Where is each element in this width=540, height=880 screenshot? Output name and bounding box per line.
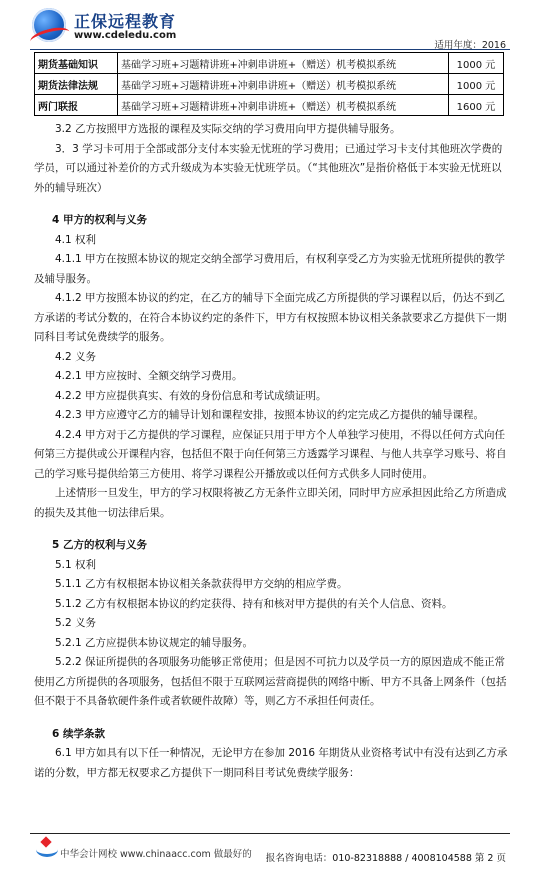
footer-brand: 中华会计网校 www.chinaacc.com 做最好的 <box>60 849 252 860</box>
paragraph: 5.2.2 保证所提供的各项服务功能够正常使用；但是因不可抗力以及学员一方的原因造成不能正常使用乙方所提供的各项服务，包括但不限于互联网运营商提供的网络中断、甲方不具备上网条件（包括但不限于不具备软硬件条件或者软硬件故障）等，则乙方不承担任何责任。 <box>34 656 507 707</box>
course-content: 基础学习班+习题精讲班+冲刺串讲班+（赠送）机考模拟系统 <box>118 53 449 74</box>
footer-logo-icon <box>36 842 58 857</box>
header-divider <box>30 49 510 50</box>
course-name: 期货法律法规 <box>35 74 118 95</box>
paragraph: 4.1.1 甲方在按照本协议的规定交纳全部学习费用后，有权利享受乙方为实验无忧班所提供的教学及辅导服务。 <box>34 253 506 285</box>
paragraph: 4.1.2 甲方按照本协议的约定，在乙方的辅导下全面完成乙方所提供的学习课程以后，仍达不到乙方承诺的考试分数的，在符合本协议约定的条件下，甲方有权按照本协议相关条款要求乙方提供下一期同科目考试免费续学的服务。 <box>34 292 507 343</box>
org-name: 正保远程教育 <box>74 12 177 31</box>
table-row <box>35 95 504 116</box>
paragraph: 5.1.2 乙方有权根据本协议的约定获得、持有和核对甲方提供的有关个人信息、资料。 <box>55 597 453 610</box>
paragraph: 4.2.4 甲方对于乙方提供的学习课程，应保证只用于甲方个人单独学习使用，不得以任何方式向任何第三方提供或公开课程内容，包括但不限于向任何第三方透露学习课程、与他人共享学习账号、将自己的学习账号提供给第三方使用、将学习课程公开播放或以任何方式供多人同时使用。 <box>34 428 507 480</box>
subsection-heading: 5.2 义务 <box>55 617 97 629</box>
agreement-body <box>34 120 508 783</box>
paragraph: 5.1.1 乙方有权根据本协议相关条款获得甲方交纳的相应学费。 <box>55 578 348 590</box>
paragraph: 4.2.1 甲方应按时、全额交纳学习费用。 <box>55 370 243 382</box>
paragraph: 3．3 学习卡可用于全部或部分支付本实验无忧班的学习费用；已通过学习卡支付其他班次学费的学员，可以通过补差价的方式升级成为本实验无忧班学员。（“其他班次”是指价格低于本实验无忧班以外的辅导班次） <box>34 142 503 194</box>
price-table <box>34 52 504 116</box>
year-label: 适用年度：2016 <box>434 40 506 51</box>
footer-contact: 报名咨询电话：010-82318888 / 4008104588 第 2 页 <box>265 853 506 864</box>
course-content: 基础学习班+习题精讲班+冲刺串讲班+（赠送）机考模拟系统 <box>118 74 449 95</box>
section-heading: 5 乙方的权利与义务 <box>52 539 147 551</box>
course-name: 两门联报 <box>35 95 118 116</box>
course-price: 1000 元 <box>449 74 504 95</box>
course-price: 1000 元 <box>449 53 504 74</box>
paragraph: 4.2.2 甲方应提供真实、有效的身份信息和考试成绩证明。 <box>55 389 327 402</box>
table-row <box>35 53 504 74</box>
section-heading: 6 续学条款 <box>52 727 105 740</box>
paragraph: 6.1 甲方如具有以下任一种情况，无论甲方在参加 2016 年期货从业资格考试中有没有达到乙方承诺的分数，甲方都无权要求乙方提供下一期同科目考试免费续学服务： <box>34 747 508 779</box>
section-heading: 4 甲方的权利与义务 <box>52 214 147 226</box>
course-price: 1600 元 <box>449 95 504 116</box>
table-row <box>35 74 504 95</box>
course-content: 基础学习班+习题精讲班+冲刺串讲班+（赠送）机考模拟系统 <box>118 95 449 116</box>
paragraph: 3.2 乙方按照甲方选报的课程及实际交纳的学习费用向甲方提供辅导服务。 <box>55 123 401 135</box>
subsection-heading: 5.1 权利 <box>55 558 97 571</box>
paragraph: 上述情形一旦发生，甲方的学习权限将被乙方无条件立即关闭，同时甲方应承担因此给乙方所造成的损失及其他一切法律后果。 <box>34 487 507 519</box>
subsection-heading: 4.1 权利 <box>55 233 97 246</box>
course-name: 期货基础知识 <box>35 53 118 74</box>
paragraph: 5.2.1 乙方应提供本协议规定的辅导服务。 <box>55 636 254 649</box>
paragraph: 4.2.3 甲方应遵守乙方的辅导计划和课程安排，按照本协议的约定完成乙方提供的辅导课程。 <box>55 409 485 421</box>
subsection-heading: 4.2 义务 <box>55 350 97 363</box>
page-header <box>0 0 540 52</box>
footer-divider <box>30 833 510 834</box>
org-url: www.cdeledu.com <box>74 30 177 41</box>
